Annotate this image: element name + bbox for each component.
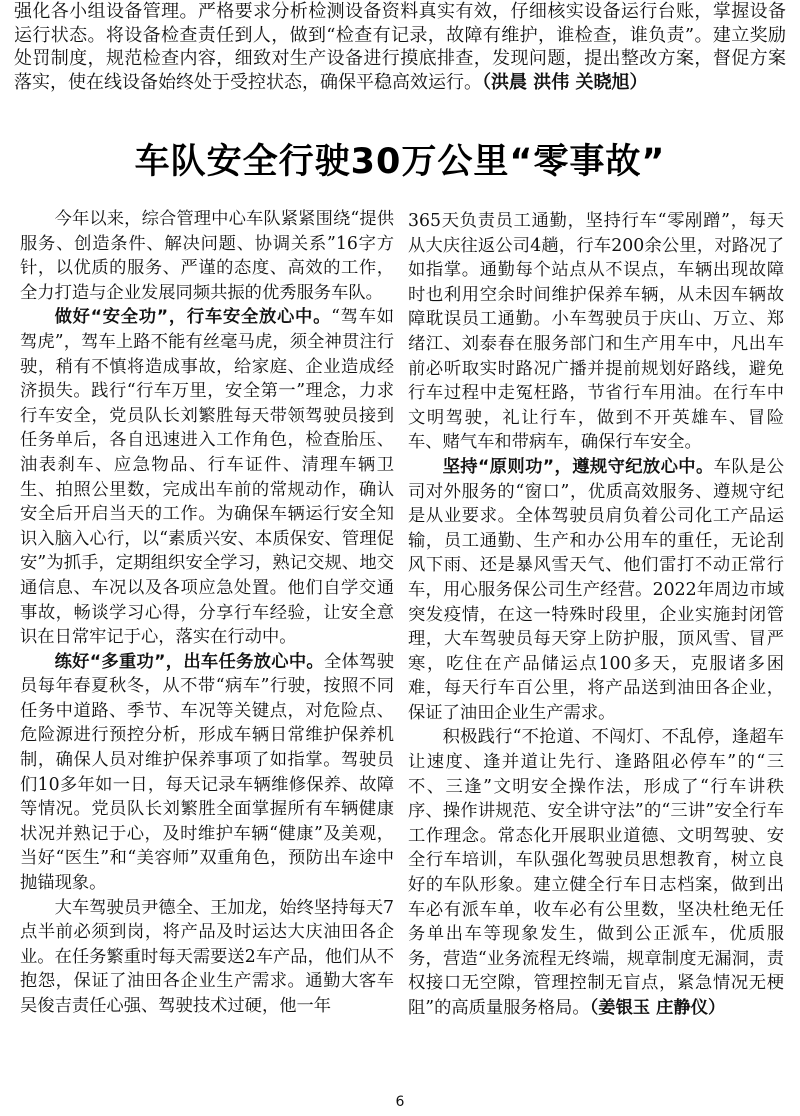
section-lead-discipline: 坚持“原则功”，遵规守纪放心中。 — [442, 456, 714, 477]
section-body-practice: 积极践行“不抢道、不闯灯、不乱停，逢超车让速度、逢并道让先行、逢路阻必停车”的“三不、三逢”文明安全操作法，形成了“行车讲秩序、操作讲规范、安全讲守法”的“三讲”安全行车工作理念。常态化开展职业道德、文明驾驶、安全行车培训，车队强化驾驶员思想教育，树立良好的车队形象。建立健全行车日志档案，做到出车必有派车单，收车必有公里数，坚决杜绝无任务单出车等现象发生，做到公正派车，优质服务，营造“业务流程无终端，规章制度无漏洞，责权接口无空隙，管理控制无盲点，紧急情况无梗阻”的高质量服务格局。 — [408, 727, 784, 1018]
article-paragraph-maintenance — [20, 650, 394, 896]
article-column-left — [20, 207, 394, 1019]
article-paragraph-discipline — [408, 455, 784, 726]
article-paragraph-drivers-continued: 365天负责员工通勤，坚持行车“零剐蹭”，每天从大庆往返公司4趟，行车200余公里，对路况了如指掌。通勤每个站点从不误点，车辆出现故障时也利用空余时间维护保养车辆，从未因车辆故障耽误员工通勤。小车驾驶员于庆山、万立、郑绪江、刘泰春在服务部门和生产用车中，凡出车前必听取实时路况广播并提前规划好路线，避免行车过程中走冤枉路，节省行车用油。在行车中文明驾驶，礼让行车，做到不开英雄车、冒险车、赌气车和带病车，确保行车安全。 — [408, 211, 784, 453]
article-title: 车队安全行驶30万公里“零事故” — [134, 142, 666, 182]
section-lead-maintenance: 练好“多重功”，出车任务放心中。 — [54, 651, 324, 672]
section-body-discipline: 车队是公司对外服务的“窗口”，优质高效服务、遵规守纪是从业要求。全体驾驶员肩负着公司化工产品运输，员工通勤、生产和办公用车的重任，无论刮风下雨、还是暴风雪天气、他们雷打不动正常行车，用心服务保公司生产经营。2022年周边市域突发疫情，在这一特殊时段里，企业实施封闭管理，大车驾驶员每天穿上防护服，顶风雪、冒严寒，吃住在产品储运点100多天，克服诸多困难，每天行车百公里，将产品送到油田各企业，保证了油田企业生产需求。 — [408, 456, 784, 723]
section-lead-safety: 做好“安全功”，行车安全放心中。 — [54, 307, 332, 328]
article-column-right — [408, 209, 784, 1021]
article-byline: （姜银玉 庄静仪） — [589, 998, 726, 1018]
article-paragraph-practice — [408, 725, 784, 1020]
article-paragraph-intro: 今年以来，综合管理中心车队紧紧围绕“提供服务、创造条件、解决问题、协调关系”16字方针，以优质的服务、严谨的态度、高效的工作，全力打造与企业发展同频共振的优秀服务车队。 — [20, 209, 394, 303]
page-number: 6 — [395, 1094, 405, 1110]
section-body-maintenance: 全体驾驶员每年春夏秋冬，从不带“病车”行驶，按照不同任务中道路、季节、车况等关键点，对危险点、危险源进行预控分析，形成车辆日常维护保养机制，确保人员对维护保养事项了如指掌。驾驶员们10多年如一日，每天记录车辆维修保养、故障等情况。党员队长刘繁胜全面掌握所有车辆健康状况并熟记于心，及时维护车辆“健康”及美观，当好“医生”和“美容师”双重角色，预防出车途中抛锚现象。 — [20, 651, 394, 894]
previous-article-byline: （洪晨 洪伟 关晓旭） — [482, 71, 648, 93]
article-paragraph-drivers: 大车驾驶员尹德全、王加龙，始终坚持每天7点半前必须到岗，将产品及时运达大庆油田各企业。在任务繁重时每天需要送2车产品，他们从不抱怨，保证了油田各企业生产需求。通勤大客车吴俊吉责任心强、驾驶技术过硬，他一年 — [20, 897, 394, 1016]
previous-article-text: 强化各小组设备管理。严格要求分析检测设备资料真实有效，仔细核实设备运行台账，掌握设备运行状态。将设备检查责任到人，做到“检查有记录，故障有维护，谁检查，谁负责”。建立奖励处罚制度，规范检查内容，细致对生产设备进行摸底排查，发现问题，提出整改方案，督促方案落实，使在线设备始终处于受控状态，确保平稳高效运行。 — [14, 1, 786, 93]
previous-article-tail — [14, 0, 786, 94]
article-paragraph-safety — [20, 305, 394, 649]
section-body-safety: “驾车如驾虎”，驾车上路不能有丝毫马虎，须全神贯注行驶，稍有不慎将造成事故，给家庭、企业造成经济损失。践行“行车万里，安全第一”理念，力求行车安全，党员队长刘繁胜每天带领驾驶员接到任务单后，各自迅速进入工作角色，检查胎压、油表刹车、应急物品、行车证件、清理车辆卫生、拍照公里数，完成出车前的常规动作，确认安全后开启当天的工作。为确保车辆运行安全知识入脑入心行，以“素质兴安、本质保安、管理促安”为抓手，定期组织安全学习，熟记交规、地交通信息、车况以及各项应急处置。他们自学交通事故，畅谈学习心得，分享行车经验，让安全意识在日常牢记于心，落实在行动中。 — [20, 307, 394, 648]
